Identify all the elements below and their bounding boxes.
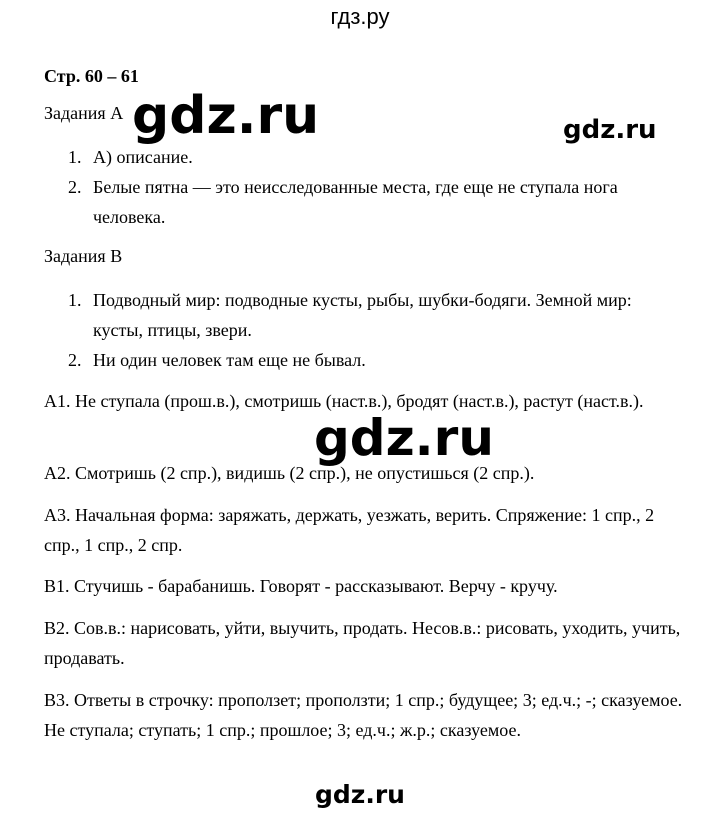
page-title: Стр. 60 – 61 xyxy=(44,66,139,86)
list-item xyxy=(44,142,684,172)
watermark-large-top: gdz.ru xyxy=(132,86,320,146)
list-item xyxy=(44,285,684,345)
answer-b1: В1. Стучишь - барабанишь. Говорят - рассказывают. Верчу - кручу. xyxy=(44,576,558,596)
watermark-footer: gdz.ru xyxy=(315,780,405,809)
list-item-text: Подводный мир: подводные кусты, рыбы, шубки-бодяги. Земной мир: кусты, птицы, звери. xyxy=(93,290,632,340)
site-header: гдз.ру xyxy=(330,4,390,29)
list-item-number: 2. xyxy=(68,350,82,370)
section-a-heading: Задания А xyxy=(44,103,124,123)
section-b-list xyxy=(44,285,684,375)
list-item xyxy=(44,345,684,375)
list-item-text: Белые пятна — это неисследованные места, где еще не ступала нога человека. xyxy=(93,177,618,227)
list-item-text: Ни один человек там еще не бывал. xyxy=(93,350,366,370)
section-b-heading: Задания В xyxy=(44,246,123,266)
answer-a2: А2. Смотришь (2 спр.), видишь (2 спр.), не опустишься (2 спр.). xyxy=(44,463,535,483)
list-item-number: 2. xyxy=(68,177,82,197)
answer-a3: А3. Начальная форма: заряжать, держать, уезжать, верить. Спряжение: 1 спр., 2 спр., 1 спр., 2 спр. xyxy=(44,505,655,555)
watermark-small-right: gdz.ru xyxy=(563,115,657,145)
list-item-number: 1. xyxy=(68,290,82,310)
list-item-text: А) описание. xyxy=(93,147,193,167)
list-item-number: 1. xyxy=(68,147,82,167)
list-item xyxy=(44,172,684,232)
watermark-large-middle: gdz.ru xyxy=(314,409,494,467)
answer-b2: В2. Сов.в.: нарисовать, уйти, выучить, продать. Несов.в.: рисовать, уходить, учить, продавать. xyxy=(44,618,681,668)
section-a-list xyxy=(44,142,684,232)
answer-a1: А1. Не ступала (прош.в.), смотришь (наст.в.), бродят (наст.в.), растут (наст.в.). xyxy=(44,391,644,411)
answer-b3: В3. Ответы в строчку: проползет; проползти; 1 спр.; будущее; 3; ед.ч.; -; сказуемое. Не ступала; ступать; 1 спр.; прошлое; 3; ед.ч.; ж.р.; сказуемое. xyxy=(44,690,683,740)
